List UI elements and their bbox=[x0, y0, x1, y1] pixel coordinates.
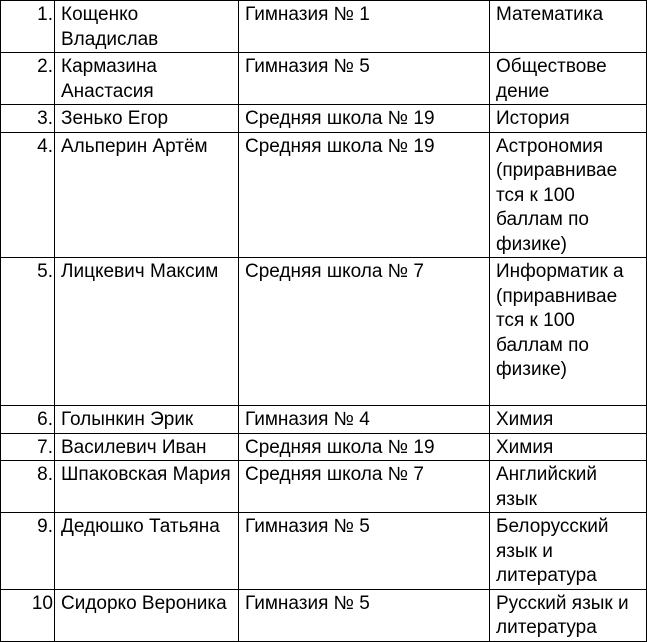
school-name: Средняя школа № 7 bbox=[239, 461, 490, 513]
row-number: 1. bbox=[1, 1, 55, 53]
row-number: 8. bbox=[1, 461, 55, 513]
school-name: Гимназия № 5 bbox=[239, 513, 490, 590]
row-number: 2. bbox=[1, 53, 55, 105]
student-name: Дедюшко Татьяна bbox=[55, 513, 239, 590]
subject-name: Математика bbox=[490, 1, 647, 53]
student-name: Альперин Артём bbox=[55, 132, 239, 258]
row-number: 6. bbox=[1, 406, 55, 434]
student-name: Кощенко Владислав bbox=[55, 1, 239, 53]
student-name: Сидорко Вероника bbox=[55, 589, 239, 641]
table-row bbox=[1, 53, 647, 105]
table-row bbox=[1, 105, 647, 133]
table-row bbox=[1, 433, 647, 461]
student-name: Лицкевич Максим bbox=[55, 258, 239, 406]
table-row bbox=[1, 1, 647, 53]
row-number: 7. bbox=[1, 433, 55, 461]
table-row bbox=[1, 589, 647, 641]
table-row bbox=[1, 461, 647, 513]
subject-name: Химия bbox=[490, 406, 647, 434]
subject-name: История bbox=[490, 105, 647, 133]
student-name: Кармазина Анастасия bbox=[55, 53, 239, 105]
subject-name: Русский язык и литература bbox=[490, 589, 647, 641]
table-row bbox=[1, 132, 647, 258]
subject-name: Информатик а (приравнивае тся к 100 баллам по физике) bbox=[490, 258, 647, 406]
school-name: Гимназия № 5 bbox=[239, 589, 490, 641]
student-name: Голынкин Эрик bbox=[55, 406, 239, 434]
school-name: Гимназия № 1 bbox=[239, 1, 490, 53]
subject-name: Обществове дение bbox=[490, 53, 647, 105]
student-name: Зенько Егор bbox=[55, 105, 239, 133]
subject-name: Английский язык bbox=[490, 461, 647, 513]
table-row bbox=[1, 258, 647, 406]
school-name: Средняя школа № 19 bbox=[239, 433, 490, 461]
row-number: 9. bbox=[1, 513, 55, 590]
student-name: Шпаковская Мария bbox=[55, 461, 239, 513]
school-name: Средняя школа № 19 bbox=[239, 105, 490, 133]
subject-name: Астрономия (приравнивае тся к 100 баллам по физике) bbox=[490, 132, 647, 258]
subject-name: Белорусский язык и литература bbox=[490, 513, 647, 590]
subject-name: Химия bbox=[490, 433, 647, 461]
student-name: Василевич Иван bbox=[55, 433, 239, 461]
row-number: 5. bbox=[1, 258, 55, 406]
school-name: Средняя школа № 19 bbox=[239, 132, 490, 258]
row-number: 4. bbox=[1, 132, 55, 258]
row-number: 10 bbox=[1, 589, 55, 641]
table-row bbox=[1, 406, 647, 434]
table-row bbox=[1, 513, 647, 590]
school-name: Средняя школа № 7 bbox=[239, 258, 490, 406]
row-number: 3. bbox=[1, 105, 55, 133]
school-name: Гимназия № 4 bbox=[239, 406, 490, 434]
school-name: Гимназия № 5 bbox=[239, 53, 490, 105]
